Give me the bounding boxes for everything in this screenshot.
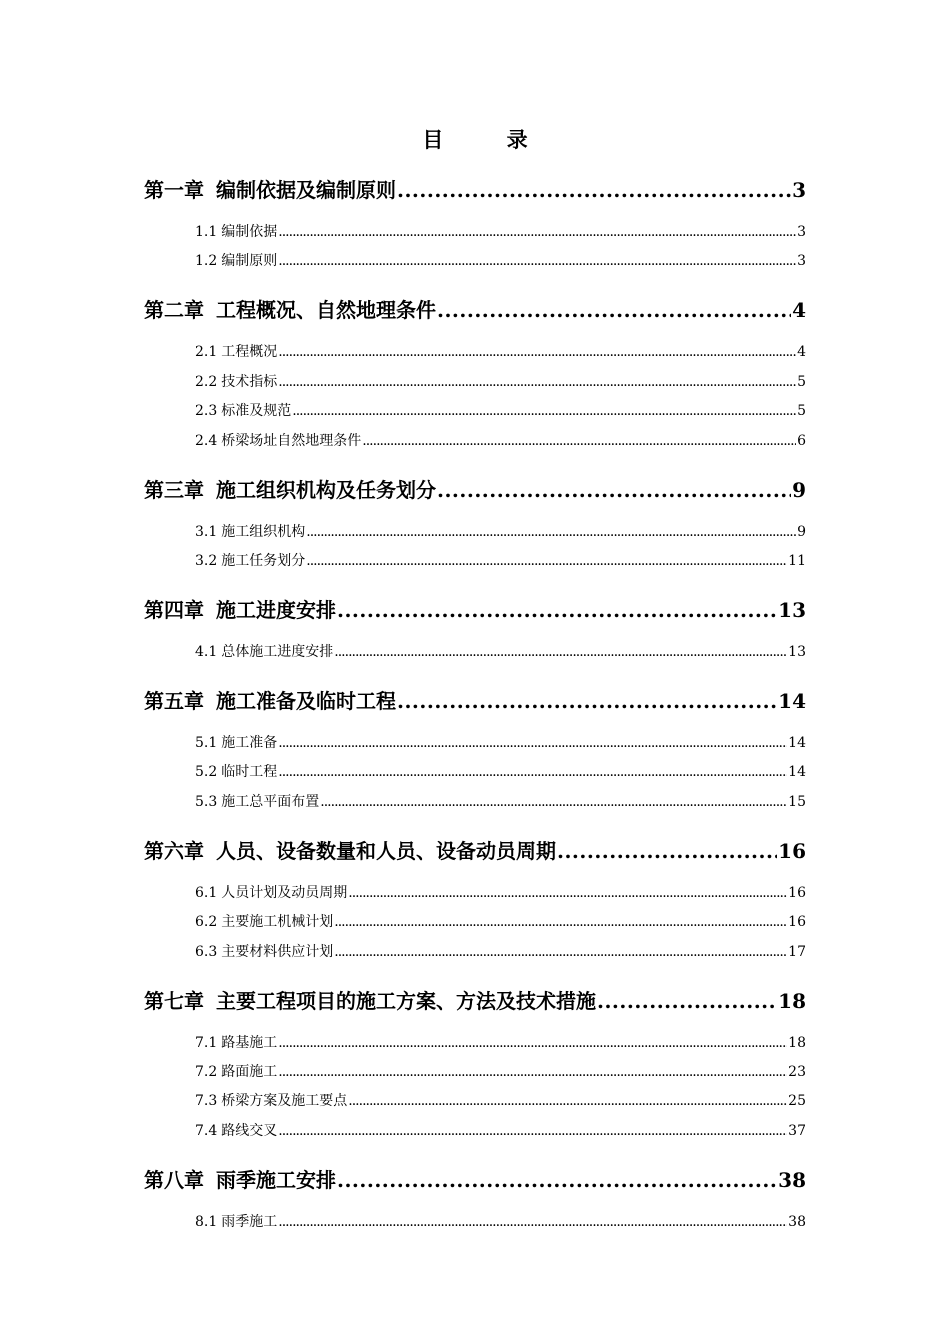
chapter-page-number: 38 <box>778 1167 806 1192</box>
chapter-title: 人员、设备数量和人员、设备动员周期 <box>216 838 556 863</box>
section-title: 桥梁场址自然地理条件 <box>221 432 362 449</box>
chapter-page-number: 3 <box>792 178 806 202</box>
dot-leader <box>334 644 787 660</box>
section-page-number: 18 <box>788 1034 806 1051</box>
chapter-title: 主要工程项目的施工方案、方法及技术措施 <box>216 988 596 1013</box>
section-title: 路面施工 <box>221 1064 278 1080</box>
dot-leader <box>320 794 787 810</box>
toc-chapter-entry[interactable] <box>144 835 806 864</box>
section-number: 3.2 <box>195 553 218 569</box>
toc-section-entry[interactable] <box>195 521 806 541</box>
toc-chapter-entry[interactable] <box>144 594 806 623</box>
toc-section-entry[interactable] <box>195 250 806 270</box>
toc-section-entry[interactable] <box>195 1211 806 1231</box>
section-title: 桥梁方案及施工要点 <box>221 1093 348 1110</box>
chapter-number: 第二章 <box>144 298 204 323</box>
section-title: 施工组织机构 <box>221 523 306 540</box>
section-page-number: 6 <box>797 432 806 449</box>
dot-leader <box>337 598 777 622</box>
dot-leader <box>437 478 791 502</box>
section-number: 7.2 <box>195 1064 218 1080</box>
toc-section-entry[interactable] <box>195 1032 806 1052</box>
toc-section-entry[interactable] <box>195 400 806 420</box>
section-page-number: 14 <box>788 735 806 751</box>
section-title: 施工任务划分 <box>221 553 306 569</box>
section-number: 2.3 <box>195 403 218 420</box>
section-page-number: 16 <box>788 884 806 901</box>
toc-chapter-entry[interactable] <box>144 1164 806 1193</box>
chapter-page-number: 18 <box>778 988 806 1013</box>
toc-section-entry[interactable] <box>195 732 806 752</box>
section-page-number: 17 <box>788 943 806 960</box>
section-number: 8.1 <box>195 1213 218 1230</box>
section-number: 7.1 <box>195 1034 218 1051</box>
dot-leader <box>278 253 796 269</box>
toc-section-entry[interactable] <box>195 761 806 781</box>
section-number: 5.2 <box>195 764 218 781</box>
chapter-number: 第四章 <box>144 598 204 622</box>
dot-leader <box>278 1035 787 1051</box>
chapter-number: 第七章 <box>144 988 204 1013</box>
section-title: 路基施工 <box>221 1034 278 1051</box>
section-title: 工程概况 <box>221 344 278 361</box>
section-title: 编制原则 <box>221 253 278 270</box>
section-page-number: 5 <box>797 373 806 390</box>
toc-section-entry[interactable] <box>195 941 806 961</box>
page-title: 目 录 <box>422 127 556 152</box>
section-title: 临时工程 <box>221 764 278 781</box>
dot-leader <box>292 403 796 419</box>
chapter-title: 编制依据及编制原则 <box>216 178 396 202</box>
section-number: 5.3 <box>195 793 218 810</box>
chapter-page-number: 14 <box>778 689 806 713</box>
toc-section-entry[interactable] <box>195 371 806 391</box>
chapter-number: 第八章 <box>144 1167 204 1192</box>
dot-leader <box>306 524 796 540</box>
section-title: 总体施工进度安排 <box>221 644 334 660</box>
section-number: 6.2 <box>195 914 218 931</box>
toc-chapter-entry[interactable] <box>144 294 806 323</box>
section-title: 编制依据 <box>221 224 278 240</box>
chapter-title: 施工进度安排 <box>216 598 336 622</box>
chapter-title: 施工组织机构及任务划分 <box>216 477 436 502</box>
dot-leader <box>278 735 787 751</box>
section-title: 雨季施工 <box>221 1213 278 1230</box>
dot-leader <box>278 1123 787 1139</box>
section-number: 1.1 <box>195 224 218 240</box>
toc-chapter-entry[interactable] <box>144 174 806 203</box>
section-number: 2.1 <box>195 344 218 361</box>
section-page-number: 37 <box>788 1122 806 1139</box>
section-number: 5.1 <box>195 735 218 751</box>
section-page-number: 5 <box>797 403 806 420</box>
section-title: 主要材料供应计划 <box>221 943 334 960</box>
section-title: 路线交叉 <box>221 1122 278 1139</box>
section-title: 施工准备 <box>221 735 278 751</box>
section-title: 施工总平面布置 <box>221 793 320 810</box>
section-number: 2.2 <box>195 373 218 390</box>
dot-leader <box>334 914 787 930</box>
section-page-number: 3 <box>797 253 806 270</box>
section-page-number: 13 <box>788 644 806 660</box>
toc-section-entry[interactable] <box>195 550 806 570</box>
dot-leader <box>397 178 791 202</box>
dot-leader <box>557 839 777 863</box>
section-page-number: 3 <box>797 224 806 240</box>
chapter-page-number: 13 <box>778 598 806 622</box>
section-page-number: 15 <box>788 793 806 810</box>
toc-chapter-entry[interactable] <box>144 685 806 714</box>
dot-leader <box>597 989 777 1013</box>
section-page-number: 38 <box>788 1213 806 1230</box>
section-page-number: 9 <box>797 523 806 540</box>
toc-section-entry[interactable] <box>195 341 806 361</box>
toc-section-entry[interactable] <box>195 1120 806 1140</box>
chapter-number: 第五章 <box>144 689 204 713</box>
toc-section-entry[interactable] <box>195 1061 806 1081</box>
chapter-number: 第一章 <box>144 178 204 202</box>
section-page-number: 25 <box>788 1093 806 1110</box>
section-number: 6.1 <box>195 884 218 901</box>
chapter-page-number: 4 <box>792 298 806 323</box>
toc-section-entry[interactable] <box>195 641 806 661</box>
section-page-number: 23 <box>788 1064 806 1080</box>
toc-section-entry[interactable] <box>195 791 806 811</box>
chapter-title: 雨季施工安排 <box>216 1167 336 1192</box>
dot-leader <box>362 433 796 449</box>
dot-leader <box>278 764 787 780</box>
section-number: 3.1 <box>195 523 218 540</box>
chapter-title: 施工准备及临时工程 <box>216 689 396 713</box>
section-number: 2.4 <box>195 432 218 449</box>
toc-section-entry[interactable] <box>195 430 806 450</box>
section-page-number: 11 <box>788 553 806 569</box>
dot-leader <box>278 1064 787 1080</box>
section-title: 人员计划及动员周期 <box>221 884 348 901</box>
dot-leader <box>334 944 787 960</box>
section-title: 标准及规范 <box>221 403 292 420</box>
chapter-title: 工程概况、自然地理条件 <box>216 298 436 323</box>
section-number: 7.3 <box>195 1093 218 1110</box>
dot-leader <box>278 344 796 360</box>
section-page-number: 4 <box>797 344 806 361</box>
chapter-number: 第三章 <box>144 477 204 502</box>
section-title: 主要施工机械计划 <box>221 914 334 931</box>
section-number: 6.3 <box>195 943 218 960</box>
dot-leader <box>278 224 796 240</box>
section-number: 7.4 <box>195 1122 218 1139</box>
dot-leader <box>397 689 777 713</box>
section-page-number: 16 <box>788 914 806 931</box>
chapter-page-number: 9 <box>792 477 806 502</box>
dot-leader <box>348 1093 787 1109</box>
dot-leader <box>278 374 796 390</box>
dot-leader <box>306 553 787 569</box>
toc-section-entry[interactable] <box>195 221 806 241</box>
toc-section-entry[interactable] <box>195 882 806 902</box>
section-page-number: 14 <box>788 764 806 781</box>
dot-leader <box>437 298 791 322</box>
toc-chapter-entry[interactable] <box>144 985 806 1014</box>
toc-section-entry[interactable] <box>195 1090 806 1110</box>
dot-leader <box>278 1214 787 1230</box>
toc-chapter-entry[interactable] <box>144 474 806 503</box>
chapter-page-number: 16 <box>778 838 806 863</box>
section-number: 1.2 <box>195 253 218 270</box>
chapter-number: 第六章 <box>144 838 204 863</box>
dot-leader <box>337 1168 777 1192</box>
section-title: 技术指标 <box>221 373 278 390</box>
toc-section-entry[interactable] <box>195 911 806 931</box>
section-number: 4.1 <box>195 644 218 660</box>
dot-leader <box>348 885 787 901</box>
